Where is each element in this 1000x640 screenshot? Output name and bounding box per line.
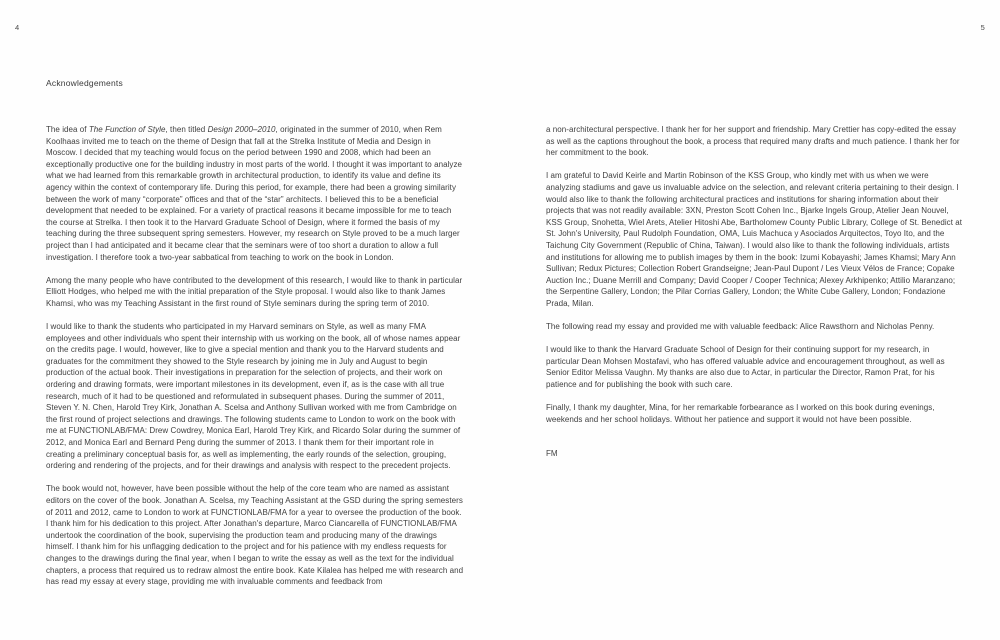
right-page bbox=[500, 0, 1000, 640]
paragraph bbox=[46, 483, 464, 587]
italic-title-text: The Function of Style bbox=[88, 125, 166, 134]
paragraph bbox=[546, 321, 964, 333]
paragraph bbox=[546, 402, 964, 425]
body-text: The idea of bbox=[46, 125, 89, 134]
paragraph bbox=[546, 124, 964, 159]
paragraph bbox=[46, 124, 464, 263]
body-text: I am grateful to David Keirle and Martin Robinson of the KSS Group, who kindly met with us when we were analyzing stadiums and gave us invaluable advice on the selection, and relevant criteria pertaining to their design. I would also like to thank the following architectural practices and institutions for sharing information about their projects that was not readily available: 3XN, Preston Scott Cohen Inc., Bjarke Ingels Group, Atelier Jean Nouvel, KSS Group, Snohetta, Wiel Arets, Atelier Hitoshi Abe, Bartholomew County Public Library, College of St. Benedict at St. John's University, Paul Rudolph Foundation, OMA, Luis Machuca y Asociados Arquitectos, Toyo Ito, and the Taichung City Government (Republic of China, Taiwan). I would also like to thank the following individuals, artists and institutions for allowing me to publish images by them in the book: Izumi Kobayashi; James Khamsi; Mary Ann Sullivan; Redux Pictures; Collection Robert Grandseigne; Jean-Paul Dupont / Les Vieux Vélos de France; Copake Auction Inc.; Duane Merrill and Company; David Cooper / Cooper Technica; Alexey Arkhipenko; Attilio Maranzano; the Serpentine Gallery, London; the Pilar Corrias Gallery, London; the White Cube Gallery, London; Fondazione Prada, Milan. bbox=[546, 171, 963, 308]
author-initials: FM bbox=[546, 449, 558, 459]
section-heading: Acknowledgements bbox=[46, 78, 123, 88]
page-number-right: 5 bbox=[980, 23, 985, 32]
body-text: The book would not, however, have been possible without the help of the core team who are named as assistant editors on the cover of the book. Jonathan A. Scelsa, my Teaching Assistant at the GSD during the spring semesters of 2011 and 2012, came to London to work at FUNCTIONLAB/FMA for a year to oversee the production of the book. I thank him for his dedication to this project. After Jonathan's departure, Marco Ciancarella of FUNCTIONLAB/FMA undertook the coordination of the book, supervising the production team and producing many of the drawings himself. I thank him for his unflagging dedication to the project and for his patience with my endless requests for changes to the drawings during the final year, when I began to write the essay as well as the text for the individual chapters, a process that required us to redraw almost the entire book. Kate Kilalea has helped me with research and has read my essay at every stage, providing me with invaluable comments and feedback from bbox=[46, 484, 464, 587]
body-text: The following read my essay and provided me with valuable feedback: Alice Rawsthorn and Nicholas Penny. bbox=[546, 322, 935, 332]
body-text: I would like to thank the students who participated in my Harvard seminars on Style, as well as many FMA employees and other individuals who spent their internship with us working on the book, all of whose names appear on the credits page. I would, however, like to give a special mention and thank you to the Harvard students and graduates for the commitment they showed to the Style research by joining me in July and August to begin production of the actual book. Their investigations in preparation for the selection of projects, and their work on ordering and drawing formats, were important milestones in its development, even if, as is the case with all true research, much of it had to be questioned and reformulated in subsequent phases. During the summer of 2011, Steven Y. N. Chen, Harold Trey Kirk, Jonathan A. Scelsa and Anthony Sullivan worked with me from Cambridge on the first round of project selections and drawings. The following students came to London to work on the book with me at FUNCTIONLAB/FMA: Drew Cowdrey, Monica Earl, Harold Trey Kirk, and Ricardo Solar during the summer of 2012, and Monica Earl and Bernard Peng during the summer of 2013. I thank them for their important role in creating a preliminary conceptual basis for, as well as implementing, the early rounds of the selection, grouping, ordering and rendering of the projects, and for their drawings and analysis with respect to the precedent projects. bbox=[46, 322, 461, 471]
body-text: , originated in the summer of 2010, when Rem Koolhaas invited me to teach on the theme of Design that fall at the Strelka Institute of Media and Design in Moscow. I decided that my teaching would focus on the period between 1990 and 2008, which had been an exceptionally productive one for the building industry in most parts of the world. I thought it was important to analyze what we had learned from this remarkable growth in architectural production, to identify its value and define its agency within the context of contemporary life. During this period, for example, there had been a growing similarity between the work of many “corporate” offices and that of the “star” architects. I believed this to be a beneficial development that needed to be explained. For a variety of practical reasons it became impossible for me to teach the course at Strelka. I then took it to the Harvard Graduate School of Design, where it formed the basis of my teaching during the three subsequent spring semesters. However, my research on Style proved to be a much larger project than I had anticipated and it became clear that the seminars were of too short a duration to allow a full investigation. I therefore took a two-year sabbatical from teaching to work on the book in London. bbox=[46, 125, 462, 262]
paragraph bbox=[46, 321, 464, 472]
body-text: Among the many people who have contributed to the development of this research, I would like to thank in particular Elliott Hodges, who helped me with the initial preparation of the Style proposal. I would also like to thank James Khamsi, who was my Teaching Assistant in the first round of Style seminars during the spring term of 2010. bbox=[46, 275, 463, 308]
paragraph bbox=[46, 275, 464, 310]
page-number-left: 4 bbox=[15, 23, 20, 32]
italic-title-text: Design 2000–2010 bbox=[207, 125, 276, 134]
right-text-column bbox=[546, 124, 964, 460]
body-text: Finally, I thank my daughter, Mina, for her remarkable forbearance as I worked on this book during evenings, weekends and her school holidays. Without her patience and support it would not have been possible. bbox=[546, 403, 935, 424]
paragraph bbox=[546, 344, 964, 390]
paragraph bbox=[546, 170, 964, 309]
left-text-column bbox=[46, 124, 464, 599]
body-text: I would like to thank the Harvard Graduate School of Design for their continuing support for my research, in particular Dean Mohsen Mostafavi, who has offered valuable advice and encouragement throughout, as well as Senior Editor Melissa Vaughn. My thanks are also due to Actar, in particular the Director, Ramon Prat, for his patience and for publishing the book with such care. bbox=[546, 345, 945, 390]
body-text: , then titled bbox=[165, 125, 208, 134]
body-text: a non-architectural perspective. I thank her for her support and friendship. Mary Crettier has copy-edited the essay as well as the captions throughout the book, a process that required many drafts and much patience. I thank her for her commitment to the book. bbox=[546, 125, 960, 158]
